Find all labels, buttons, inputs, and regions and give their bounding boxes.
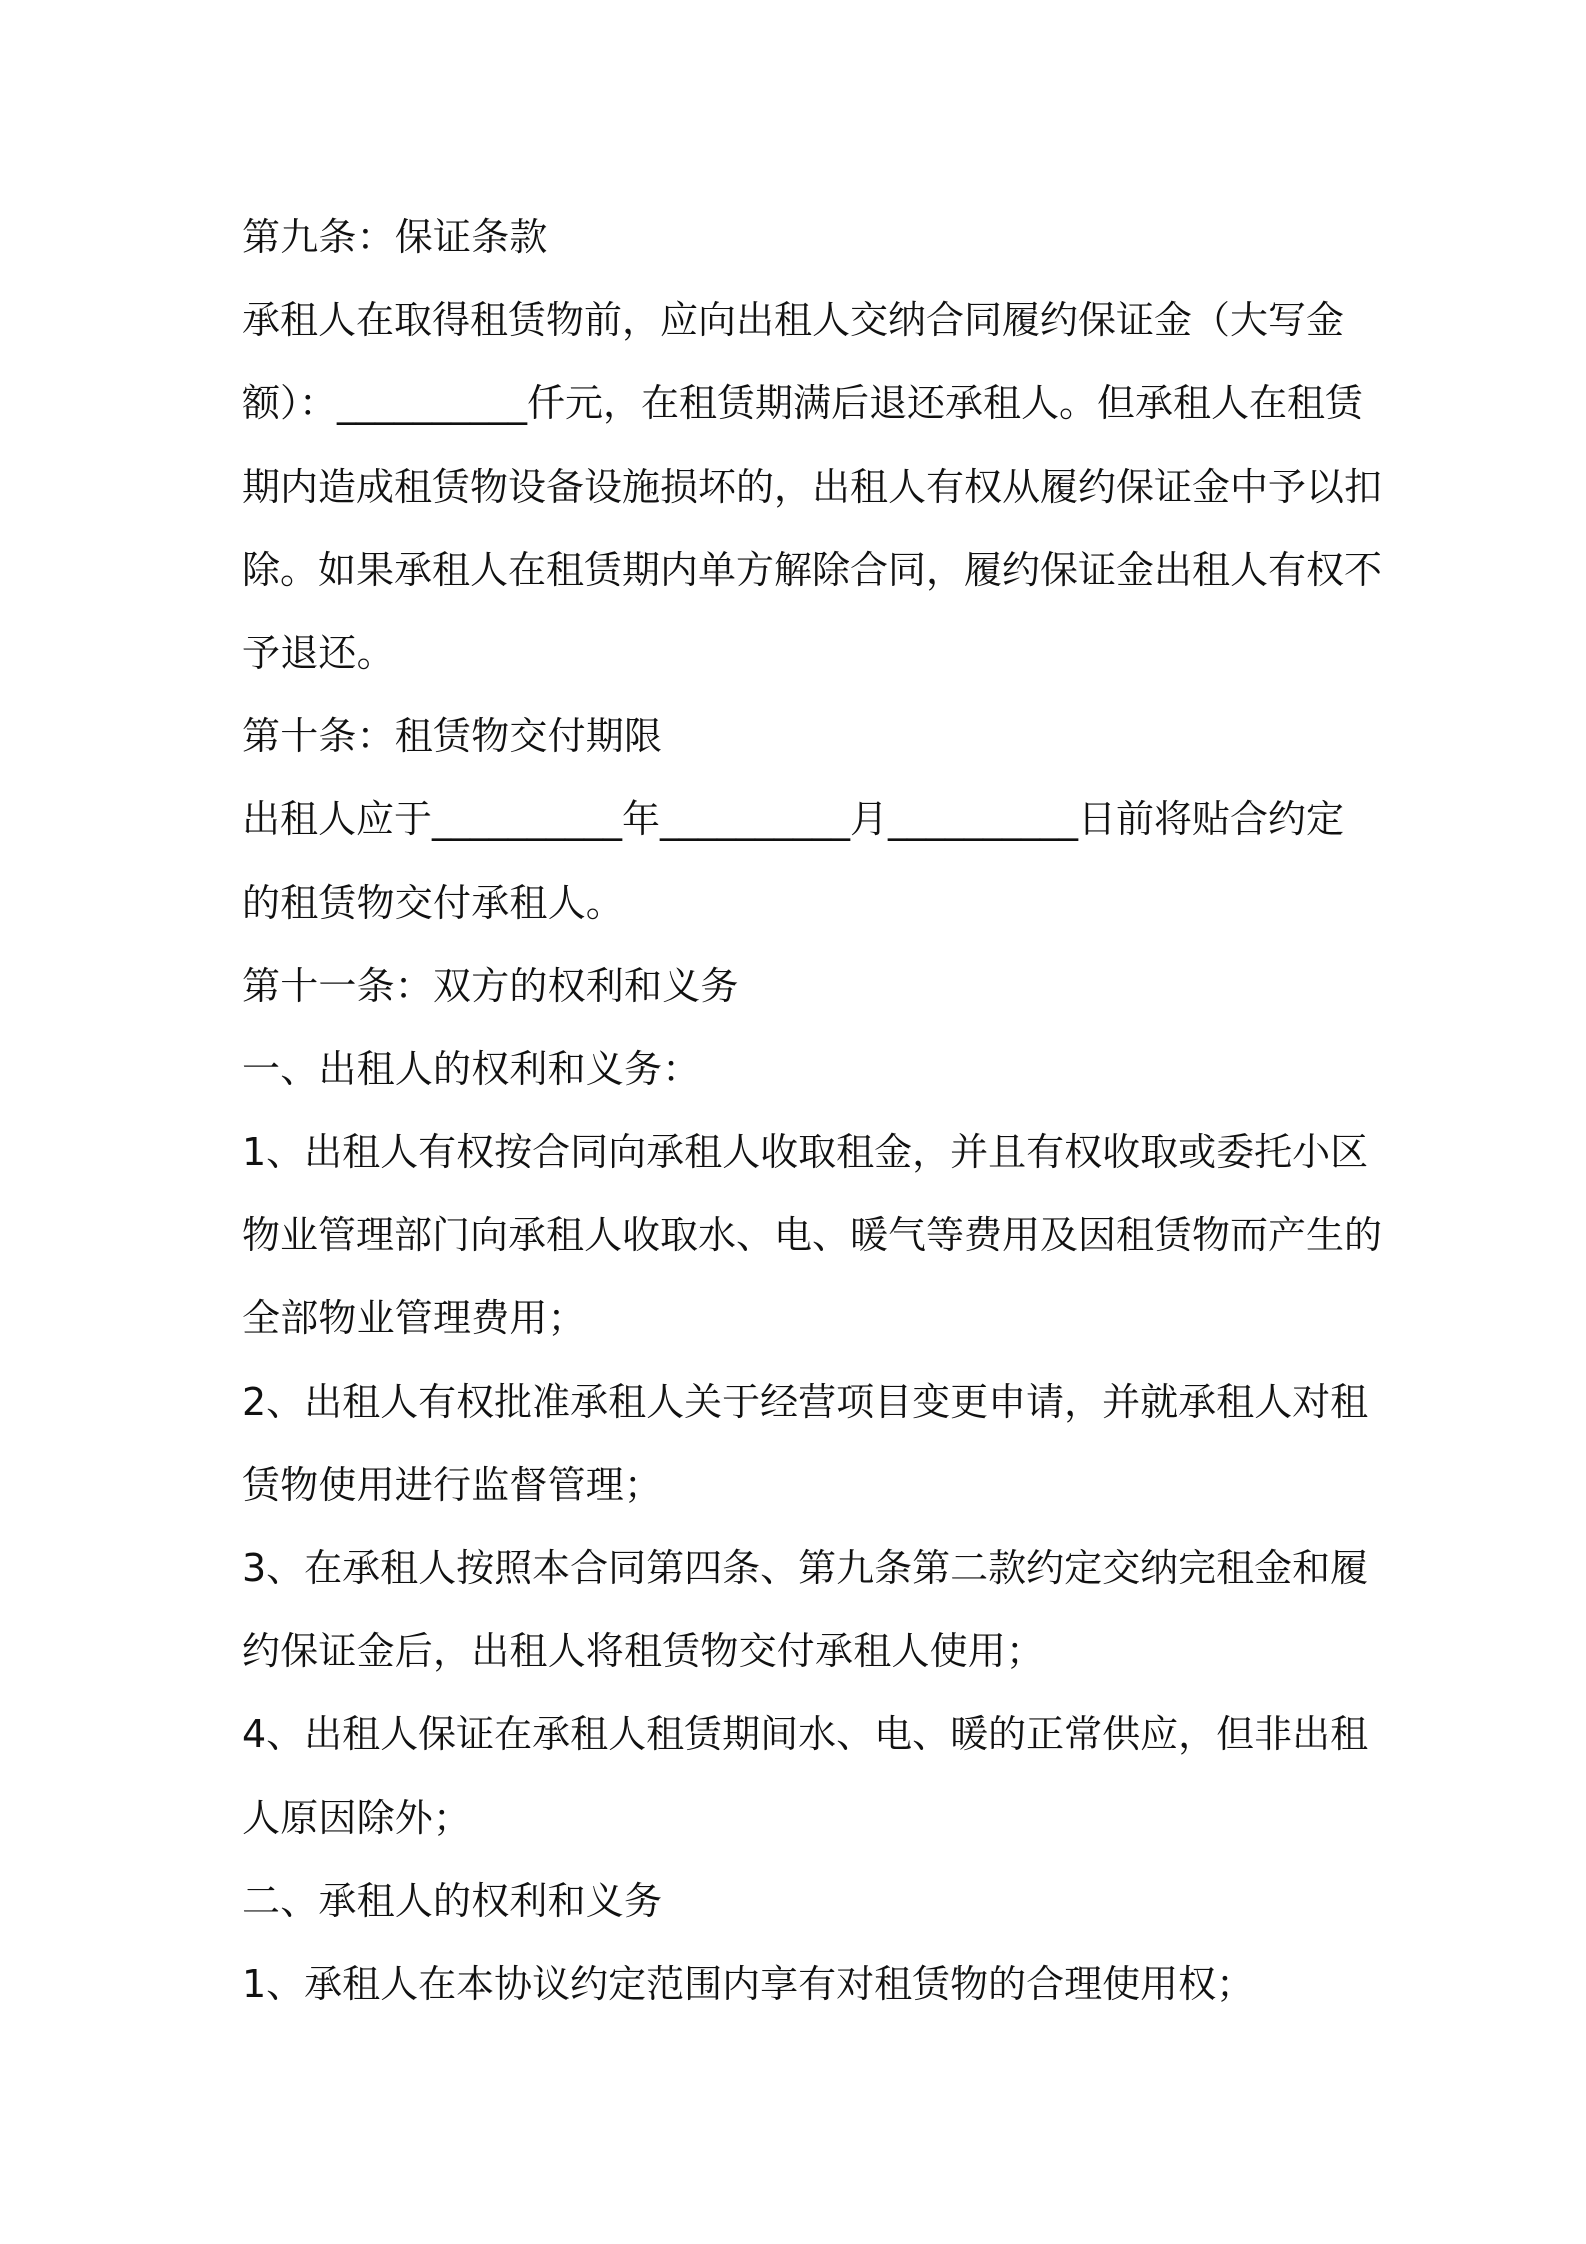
lessor-item-2-line-2: 赁物使用进行监督管理；: [242, 1462, 663, 1507]
document-body: [242, 196, 1383, 2026]
lessor-item-4-line-2: 人原因除外；: [242, 1795, 472, 1840]
lessor-item-1-line-1: 1、出租人有权按合同向承租人收取租金，并且有权收取或委托小区: [242, 1130, 1369, 1175]
article-9-line-4: 除。如果承租人在租赁期内单方解除合同，履约保证金出租人有权不: [242, 547, 1383, 592]
lessor-item-3-line-2: 约保证金后，出租人将租赁物交付承租人使用；: [242, 1629, 1045, 1674]
article-10-line-2: 的租赁物交付承租人。: [242, 880, 625, 925]
article-10-line-1: 出租人应于__________年__________月__________日前将贴合约定: [242, 797, 1345, 842]
lessee-section-heading: 二、承租人的权利和义务: [242, 1878, 663, 1923]
article-9-line-5: 予退还。: [242, 630, 395, 675]
article-9-line-2: 额）：__________仟元，在租赁期满后退还承租人。但承租人在租赁: [242, 381, 1364, 426]
article-9-line-1: 承租人在取得租赁物前，应向出租人交纳合同履约保证金（大写金: [242, 298, 1345, 343]
lessor-item-4-line-1: 4、出租人保证在承租人租赁期间水、电、暖的正常供应，但非出租: [242, 1712, 1369, 1757]
lessor-item-1-line-2: 物业管理部门向承租人收取水、电、暖气等费用及因租赁物而产生的: [242, 1213, 1383, 1258]
article-11-heading: 第十一条：双方的权利和义务: [242, 963, 739, 1008]
lessor-item-2-line-1: 2、出租人有权批准承租人关于经营项目变更申请，并就承租人对租: [242, 1379, 1369, 1424]
lessor-section-heading: 一、出租人的权利和义务：: [242, 1046, 701, 1091]
article-10-heading: 第十条：租赁物交付期限: [242, 714, 663, 759]
lessor-item-1-line-3: 全部物业管理费用；: [242, 1296, 586, 1341]
article-9-heading: 第九条：保证条款: [242, 215, 548, 259]
lessor-item-3-line-1: 3、在承租人按照本合同第四条、第九条第二款约定交纳完租金和履: [242, 1546, 1369, 1590]
article-9-line-3: 期内造成租赁物设备设施损坏的，出租人有权从履约保证金中予以扣: [242, 464, 1383, 509]
lessee-item-1-line-1: 1、承租人在本协议约定范围内享有对租赁物的合理使用权；: [242, 1961, 1255, 2006]
